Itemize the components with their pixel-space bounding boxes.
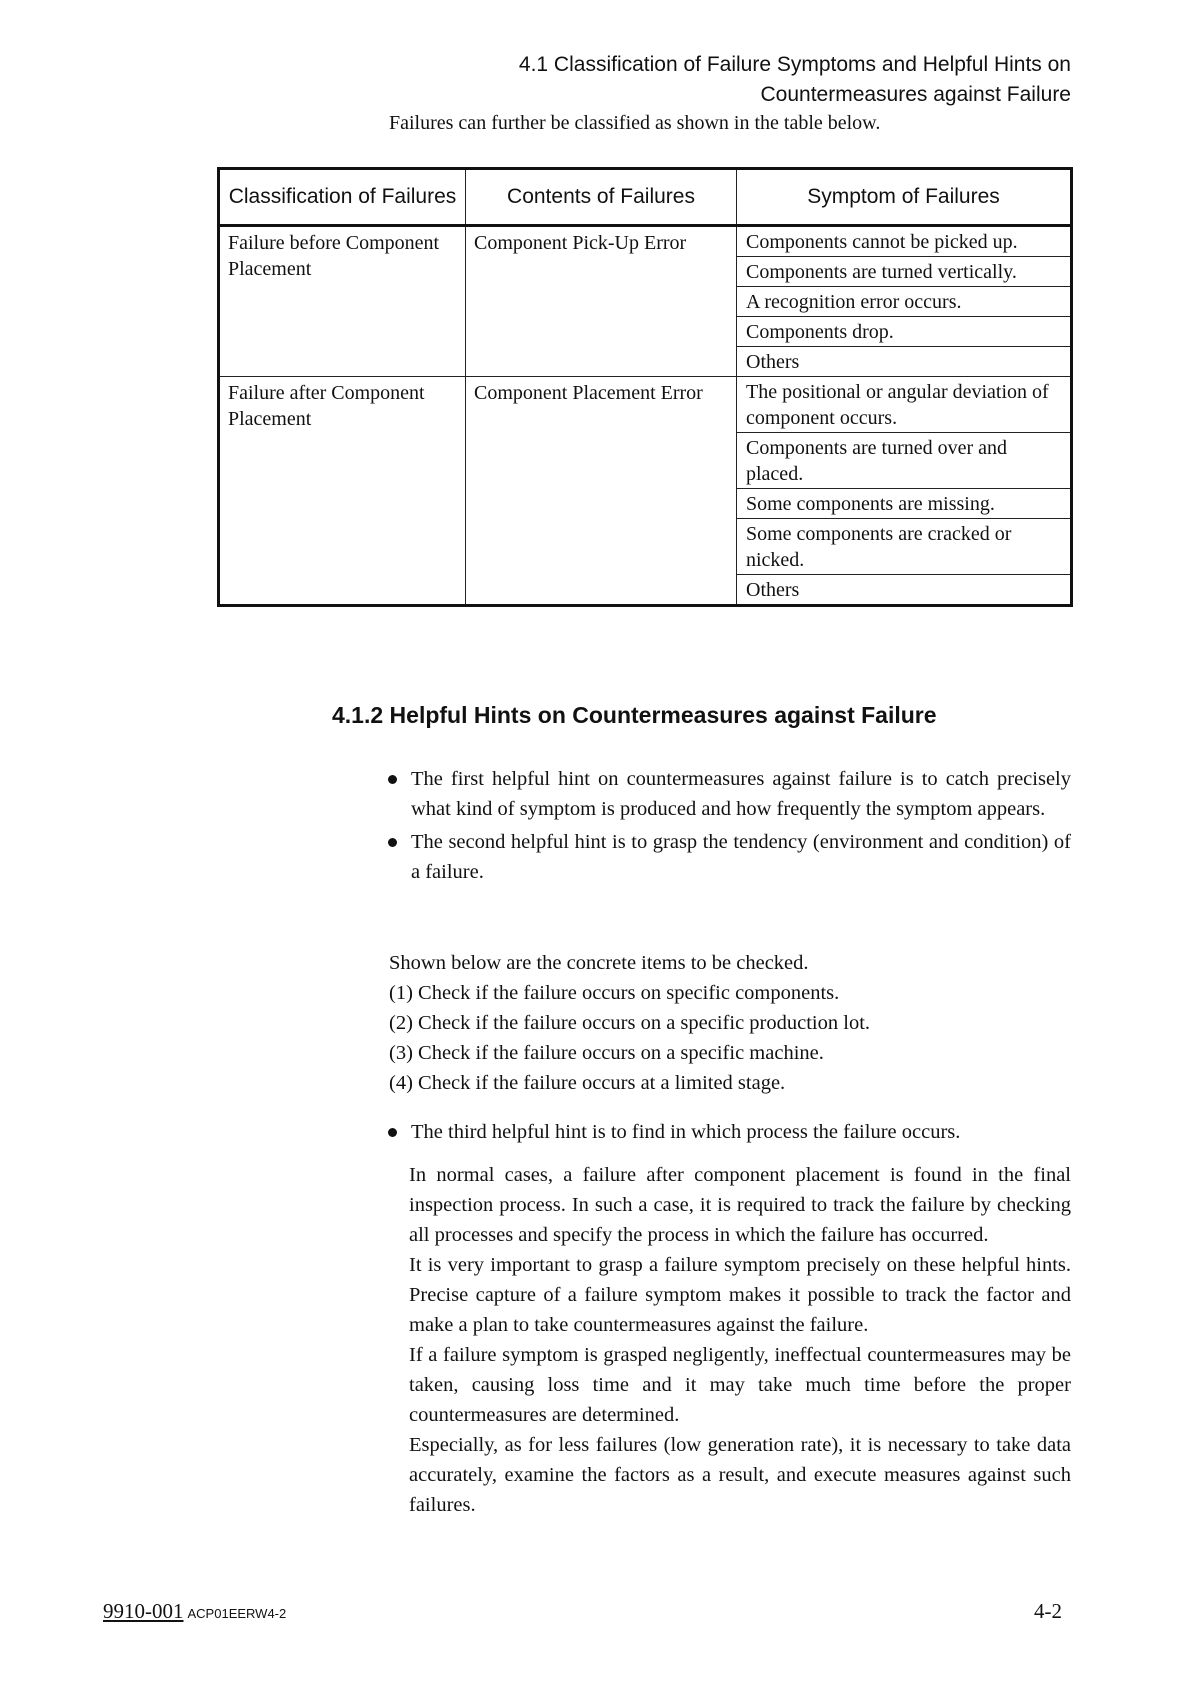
table-row xyxy=(219,226,1072,257)
explanation-paragraphs xyxy=(409,1160,1071,1520)
document-number: 9910-001 xyxy=(103,1599,184,1623)
symptom-cell: Components cannot be picked up. xyxy=(737,226,1072,257)
document-code: ACP01EERW4-2 xyxy=(187,1606,287,1621)
column-header-classification: Classification of Failures xyxy=(219,169,466,226)
column-header-symptom: Symptom of Failures xyxy=(737,169,1072,226)
check-item: (3) Check if the failure occurs on a specific machine. xyxy=(389,1042,824,1064)
check-item: (1) Check if the failure occurs on specific components. xyxy=(389,982,840,1004)
symptom-cell: Components are turned over and placed. xyxy=(737,433,1072,489)
check-items xyxy=(389,948,870,1098)
symptom-cell: Some components are missing. xyxy=(737,489,1072,519)
paragraph: In normal cases, a failure after component placement is found in the final inspection process. In such a case, it is required to track the failure by checking all processes and specify the process in which the failure has occurred. xyxy=(409,1164,1071,1246)
section-title: 4.1.2 Helpful Hints on Countermeasures against Failure xyxy=(332,702,937,728)
bullet-item xyxy=(386,764,1071,824)
running-header-line1: 4.1 Classification of Failure Symptoms and Helpful Hints on xyxy=(518,53,1071,76)
intro-text: Failures can further be classified as shown in the table below. xyxy=(389,112,881,134)
paragraph: If a failure symptom is grasped negligently, ineffectual countermeasures may be taken, causing loss time and it may take much time before the proper countermeasures are determined. xyxy=(409,1344,1071,1426)
check-item: (4) Check if the failure occurs at a limited stage. xyxy=(389,1072,786,1094)
bullet-icon xyxy=(388,775,397,784)
column-header-contents: Contents of Failures xyxy=(466,169,737,226)
contents-cell: Component Placement Error xyxy=(466,377,737,606)
symptom-cell: Some components are cracked or nicked. xyxy=(737,519,1072,575)
symptom-cell: Others xyxy=(737,575,1072,606)
hint-bullet-list xyxy=(386,764,1071,890)
symptom-cell: The positional or angular deviation of component occurs. xyxy=(737,377,1072,433)
symptom-cell: Components drop. xyxy=(737,317,1072,347)
bullet-icon xyxy=(388,1128,397,1137)
bullet-item xyxy=(386,827,1071,887)
paragraph: It is very important to grasp a failure symptom precisely on these helpful hints. Precise capture of a failure symptom makes it possible to track the factor and make a plan to take countermeasures against the failure. xyxy=(409,1254,1071,1336)
hint-bullet-list-2 xyxy=(386,1117,1071,1150)
bullet-item xyxy=(386,1117,1071,1147)
table-row xyxy=(219,377,1072,433)
running-header-line2: Countermeasures against Failure xyxy=(760,83,1071,106)
symptom-cell: Others xyxy=(737,347,1072,377)
bullet-text: The second helpful hint is to grasp the tendency (environment and condition) of a failure. xyxy=(411,831,1071,883)
symptom-cell: Components are turned vertically. xyxy=(737,257,1072,287)
check-items-intro: Shown below are the concrete items to be checked. xyxy=(389,952,809,974)
bullet-text: The third helpful hint is to find in which process the failure occurs. xyxy=(411,1121,961,1143)
classification-cell: Failure after Component Placement xyxy=(219,377,466,606)
contents-cell: Component Pick-Up Error xyxy=(466,226,737,377)
table-header-row xyxy=(219,169,1072,226)
bullet-icon xyxy=(388,838,397,847)
paragraph: Especially, as for less failures (low generation rate), it is necessary to take data accurately, examine the factors as a result, and execute measures against such failures. xyxy=(409,1434,1071,1516)
failure-classification-table xyxy=(217,167,1073,607)
symptom-cell: A recognition error occurs. xyxy=(737,287,1072,317)
classification-cell: Failure before Component Placement xyxy=(219,226,466,377)
page-number: 4-2 xyxy=(1034,1599,1062,1623)
footer-document-id xyxy=(103,1598,286,1627)
bullet-text: The first helpful hint on countermeasures against failure is to catch precisely what kind of symptom is produced and how frequently the symptom appears. xyxy=(411,768,1071,820)
running-header xyxy=(371,50,1071,110)
check-item: (2) Check if the failure occurs on a specific production lot. xyxy=(389,1012,871,1034)
